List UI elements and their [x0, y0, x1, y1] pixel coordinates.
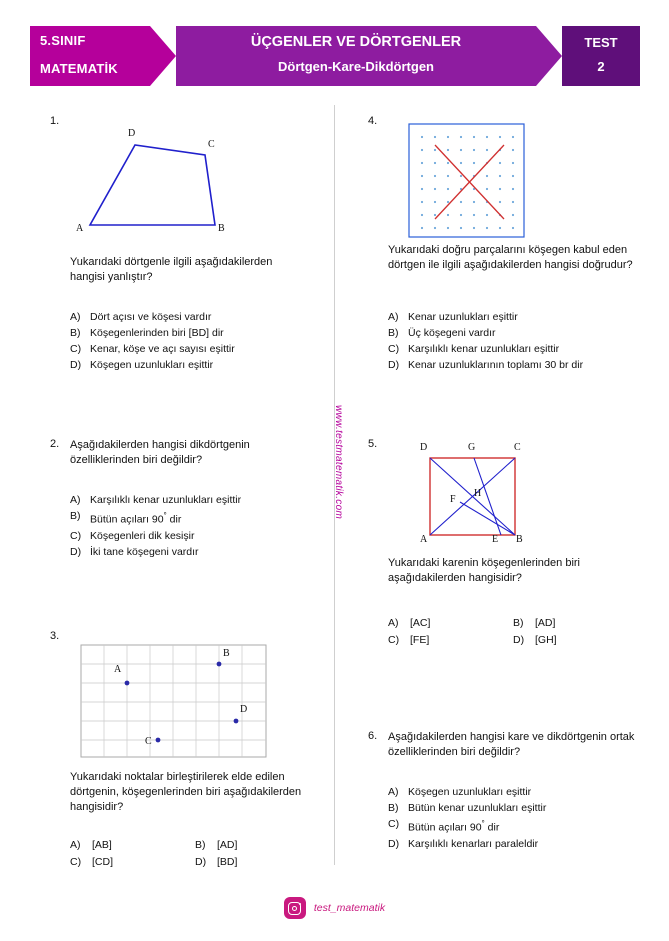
option-a-label: A): [70, 839, 81, 851]
option-d-text: Köşegen uzunlukları eşittir: [90, 359, 214, 371]
option-a-text: Karşılıklı kenar uzunlukları eşittir: [90, 494, 242, 506]
question-2-options: [70, 492, 320, 560]
question-5-figure: [408, 442, 538, 546]
question-6-number: 6.: [368, 730, 378, 742]
option-d-label: D): [388, 359, 400, 371]
option-c-label: C): [388, 634, 400, 646]
option-b-text: Bütün açıları 90° dir: [90, 511, 182, 526]
option-d[interactable]: [70, 544, 320, 560]
option-d-text: Karşılıklı kenarları paraleldir: [408, 837, 539, 850]
option-a[interactable]: [70, 492, 320, 508]
option-d-text: İki tane köşegeni vardır: [90, 545, 199, 558]
footer: [0, 897, 669, 919]
instagram-icon[interactable]: [284, 897, 306, 919]
option-d[interactable]: [195, 854, 320, 871]
option-b-text: [AD]: [535, 617, 556, 629]
option-d-label: D): [388, 837, 400, 850]
question-3-options: [70, 837, 320, 871]
option-d-label: D): [70, 359, 82, 371]
instagram-icon-dot: [299, 903, 301, 905]
option-b-text: Üç köşegeni vardır: [408, 327, 496, 339]
question-5-options: [388, 615, 638, 649]
q5-label-F: F: [450, 494, 456, 505]
option-b-text: Köşegenlerinden biri [BD] dir: [90, 327, 224, 339]
option-b-label: B): [70, 327, 81, 339]
option-c-text: Karşılıklı kenar uzunlukları eşittir: [408, 343, 560, 355]
page-header: [30, 26, 640, 86]
instagram-icon-lens: [292, 906, 297, 911]
option-d-text: [BD]: [217, 856, 238, 868]
question-1-options: [70, 309, 320, 373]
option-c-label: C): [70, 529, 82, 542]
option-d[interactable]: [388, 836, 653, 852]
question-4-figure: [408, 123, 528, 241]
option-d[interactable]: [388, 357, 653, 373]
q3-label-D: D: [240, 704, 248, 715]
watermark-url: www.testmatematik.com: [333, 405, 344, 520]
option-a-label: A): [388, 311, 399, 323]
option-b[interactable]: [195, 837, 320, 854]
option-a[interactable]: [388, 784, 653, 800]
option-row-2: [70, 854, 320, 871]
option-row-1: [388, 615, 638, 632]
header-grade-block: [30, 26, 150, 86]
question-4-text: Yukarıdaki doğru parçalarını köşegen kabul eden dörtgen ile ilgili aşağıdakilerden hangisi doğrudur?: [388, 244, 633, 271]
instagram-handle: test_matematik: [313, 902, 386, 914]
option-a-text: Dört açısı ve köşesi vardır: [90, 311, 212, 323]
q5-label-D: D: [420, 442, 428, 453]
q1-label-D: D: [128, 128, 136, 139]
option-c-text: [CD]: [92, 856, 113, 868]
question-3-figure: [80, 644, 268, 759]
option-a-label: A): [388, 617, 399, 629]
q3-label-B: B: [223, 648, 230, 659]
q5-label-E: E: [492, 534, 499, 545]
option-d-text: [GH]: [535, 634, 557, 646]
option-b[interactable]: [388, 800, 653, 816]
option-b-text: Bütün kenar uzunlukları eşittir: [408, 802, 547, 814]
q5-label-B: B: [516, 534, 523, 545]
question-6-text: Aşağıdakilerden hangisi kare ve dikdörtgenin ortak özelliklerinden biri değildir?: [388, 731, 635, 758]
option-d[interactable]: [70, 357, 320, 373]
option-b[interactable]: [513, 615, 638, 632]
option-b[interactable]: [70, 325, 320, 341]
question-1-number: 1.: [50, 115, 60, 127]
option-a-text: [AB]: [92, 839, 112, 851]
option-c-text: Bütün açıları 90° dir: [408, 819, 500, 834]
option-c[interactable]: [388, 816, 653, 836]
option-b-label: B): [195, 839, 206, 851]
question-6-options: [388, 784, 653, 852]
q1-label-B: B: [218, 223, 225, 234]
test-number: 2: [597, 59, 605, 74]
header-left-arrow: [150, 26, 176, 86]
page-title: ÜÇGENLER VE DÖRTGENLER: [250, 34, 462, 50]
header-mid-arrow: [536, 26, 562, 86]
q5-label-G: G: [468, 442, 476, 453]
option-row-1: [70, 837, 320, 854]
question-1-figure: [70, 125, 250, 240]
option-a-label: A): [70, 494, 81, 506]
q5-label-H: H: [474, 488, 482, 499]
option-c[interactable]: [388, 632, 513, 649]
option-c[interactable]: [70, 341, 320, 357]
q1-label-C: C: [208, 139, 215, 150]
q5-label-C: C: [514, 442, 521, 453]
option-c-text: Köşegenleri dik kesişir: [90, 529, 195, 542]
option-c-label: C): [70, 856, 82, 868]
question-5-number: 5.: [368, 438, 378, 450]
question-4-number: 4.: [368, 115, 378, 127]
option-a[interactable]: [388, 615, 513, 632]
option-b-text: [AD]: [217, 839, 238, 851]
option-a[interactable]: [70, 309, 320, 325]
option-b[interactable]: [70, 508, 320, 528]
option-b-label: B): [388, 327, 399, 339]
option-c[interactable]: [70, 854, 195, 871]
option-a-text: Kenar uzunlukları eşittir: [408, 311, 518, 323]
option-c[interactable]: [70, 528, 320, 544]
option-b[interactable]: [388, 325, 653, 341]
option-a[interactable]: [70, 837, 195, 854]
option-c-text: Kenar, köşe ve açı sayısı eşittir: [90, 343, 235, 355]
option-row-2: [388, 632, 638, 649]
header-subject: MATEMATİK: [40, 61, 118, 76]
option-c-label: C): [388, 343, 400, 355]
header-grade: 5.SINIF: [40, 33, 86, 48]
option-c-text: [FE]: [410, 634, 430, 646]
option-d-label: D): [513, 634, 525, 646]
question-2-text: Aşağıdakilerden hangisi dikdörtgenin özelliklerinden biri değildir?: [70, 439, 250, 466]
question-3-text: Yukarıdaki noktalar birleştirilerek elde edilen dörtgenin, köşegenlerinden biri aşağıdakilerden hangisidir?: [70, 771, 302, 813]
question-2-number: 2.: [50, 438, 60, 450]
q1-label-A: A: [76, 223, 84, 234]
option-a-text: [AC]: [410, 617, 431, 629]
option-b-label: B): [70, 510, 81, 522]
test-label: TEST: [584, 35, 618, 50]
option-a-text: Köşegen uzunlukları eşittir: [408, 786, 532, 798]
header-title-block: [176, 26, 536, 86]
option-b-label: B): [513, 617, 524, 629]
option-d-text: Kenar uzunluklarının toplamı 30 br dir: [408, 359, 584, 371]
option-d-label: D): [195, 856, 207, 868]
option-c-label: C): [388, 818, 400, 830]
question-5-text: Yukarıdaki karenin köşegenlerinden biri aşağıdakilerden hangisidir?: [388, 557, 581, 584]
q5-label-A: A: [420, 534, 428, 545]
option-a[interactable]: [388, 309, 653, 325]
question-3-number: 3.: [50, 630, 60, 642]
question-4-options: [388, 309, 653, 373]
q3-label-C: C: [145, 736, 152, 747]
q3-label-A: A: [114, 664, 122, 675]
option-a-label: A): [70, 311, 81, 323]
option-b-label: B): [388, 802, 399, 814]
option-d[interactable]: [513, 632, 638, 649]
question-1-text: Yukarıdaki dörtgenle ilgili aşağıdakilerden hangisi yanlıştır?: [70, 256, 273, 283]
option-a-label: A): [388, 786, 399, 798]
option-c-label: C): [70, 343, 82, 355]
option-d-label: D): [70, 545, 82, 558]
header-test-block: [562, 26, 640, 86]
page-subtitle: Dörtgen-Kare-Dikdörtgen: [277, 59, 434, 74]
option-c[interactable]: [388, 341, 653, 357]
